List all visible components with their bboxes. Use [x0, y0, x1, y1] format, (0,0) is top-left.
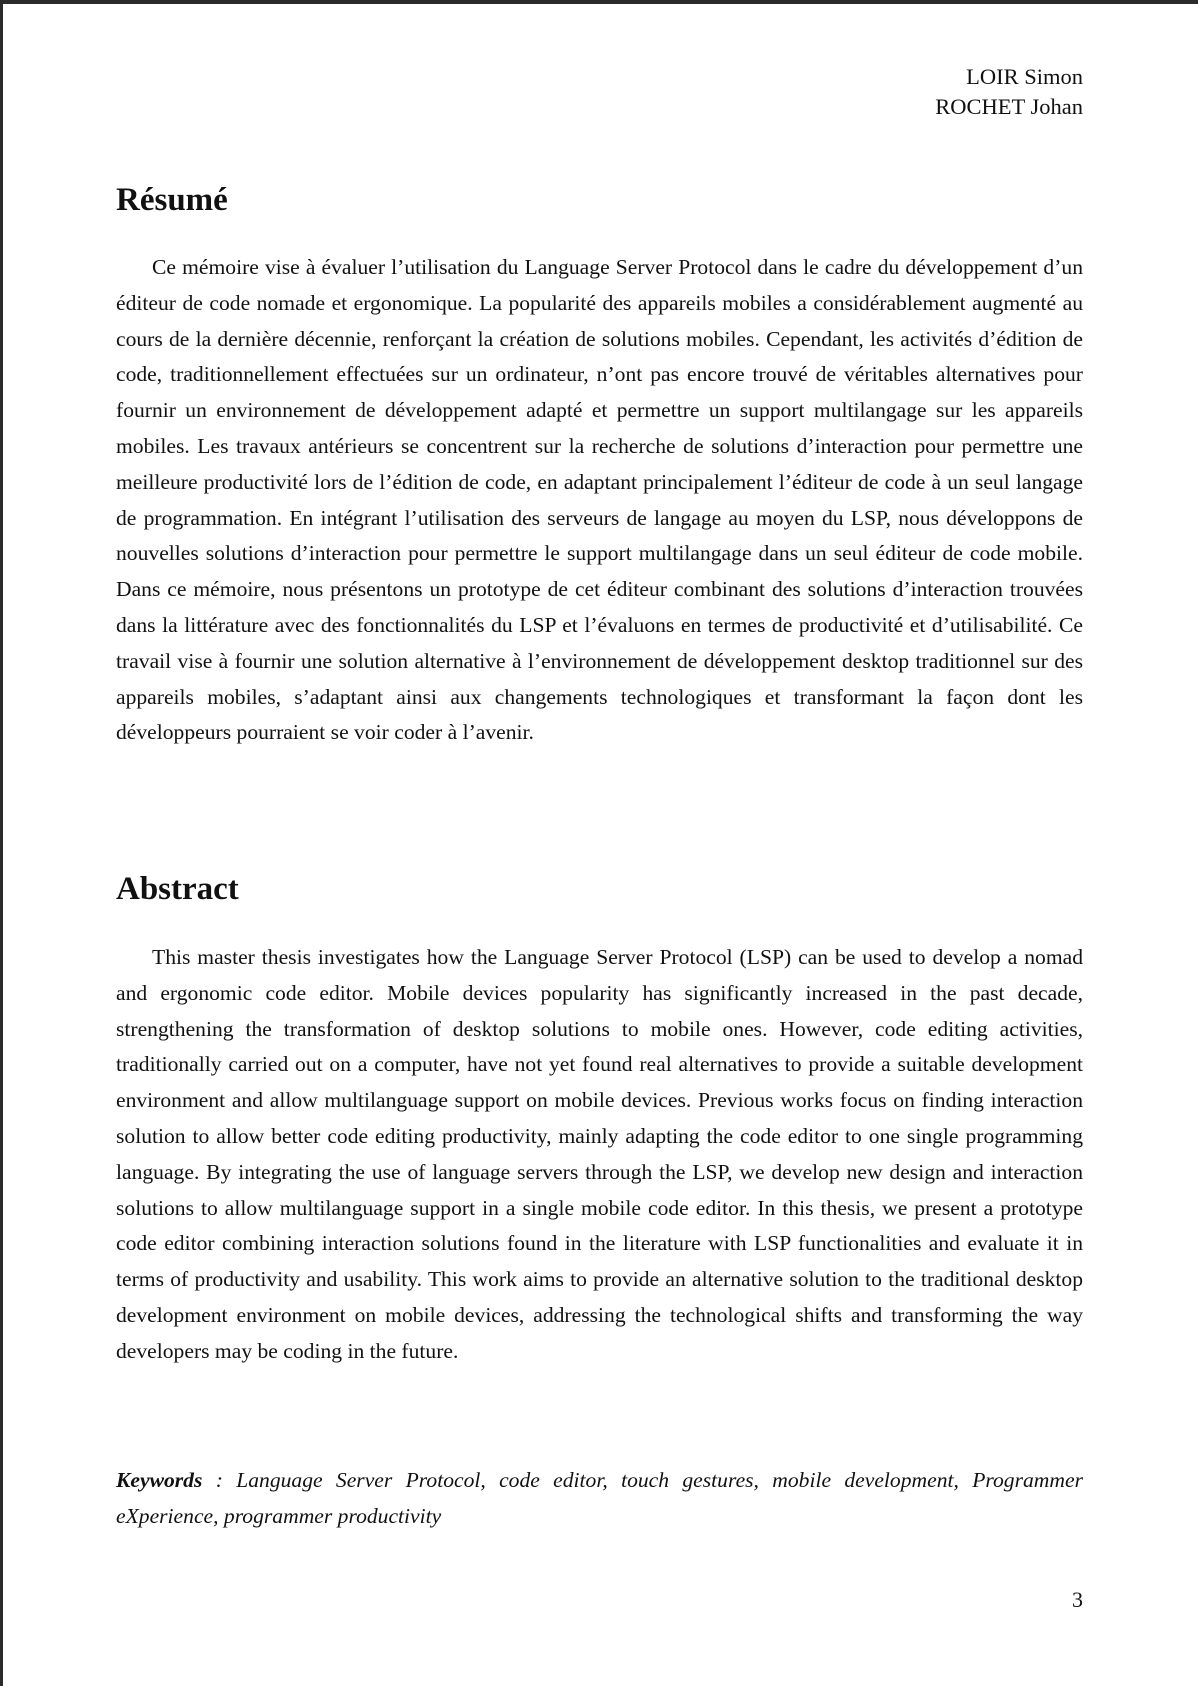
- keywords-label: Keywords: [116, 1468, 203, 1492]
- keywords-text: Language Server Protocol, code editor, touch gestures, mobile development, Programmer eXperience, programmer productivity: [116, 1468, 1083, 1528]
- abstract-paragraph: This master thesis investigates how the Language Server Protocol (LSP) can be used to develop a nomad and ergonomic code editor. Mobile devices popularity has significantly increased in the past decade, strengthening the transformation of desktop solutions to mobile ones. However, code editing activities, traditionally carried out on a computer, have not yet found real alternatives to provide a suitable development environment and allow multilanguage support on mobile devices. Previous works focus on finding interaction solution to allow better code editing productivity, mainly adapting the code editor to one single programming language. By integrating the use of language servers through the LSP, we develop new design and interaction solutions to allow multilanguage support in a single mobile code editor. In this thesis, we present a prototype code editor combining interaction solutions found in the literature with LSP functionalities and evaluate it in terms of productivity and usability. This work aims to provide an alternative solution to the traditional desktop development environment on mobile devices, addressing the technological shifts and transforming the way developers may be coding in the future.: [116, 945, 1083, 1363]
- page-number: 3: [1072, 1587, 1083, 1612]
- author-list: [935, 62, 1083, 122]
- keywords-separator: :: [202, 1468, 237, 1492]
- author-name: ROCHET Johan: [935, 94, 1083, 119]
- resume-paragraph: Ce mémoire vise à évaluer l’utilisation du Language Server Protocol dans le cadre du développement d’un éditeur de code nomade et ergonomique. La popularité des appareils mobiles a considérablement augmenté au cours de la dernière décennie, renforçant la création de solutions mobiles. Cependant, les activités d’édition de code, traditionnellement effectuées sur un ordinateur, n’ont pas encore trouvé de véritables alternatives pour fournir un environnement de développement adapté et permettre un support multilangage sur les appareils mobiles. Les travaux antérieurs se concentrent sur la recherche de solutions d’interaction pour permettre une meilleure productivité lors de l’édition de code, en adaptant principalement l’éditeur de code à un seul langage de programmation. En intégrant l’utilisation des serveurs de langage au moyen du LSP, nous développons de nouvelles solutions d’interaction pour permettre le support multilangage dans un seul éditeur de code mobile. Dans ce mémoire, nous présentons un prototype de cet éditeur combinant des solutions d’interaction trouvées dans la littérature avec des fonctionnalités du LSP et l’évaluons en termes de productivité et d’utilisabilité. Ce travail vise à fournir une solution alternative à l’environnement de développement desktop traditionnel sur des appareils mobiles, s’adaptant ainsi aux changements technologiques et transformant la façon dont les développeurs pourraient se voir coder à l’avenir.: [116, 255, 1083, 745]
- abstract-heading: Abstract: [116, 871, 239, 907]
- resume-heading: Résumé: [116, 182, 228, 218]
- keywords-line: [116, 1462, 1083, 1534]
- author-name: LOIR Simon: [966, 64, 1083, 89]
- document-page: [3, 4, 1198, 1686]
